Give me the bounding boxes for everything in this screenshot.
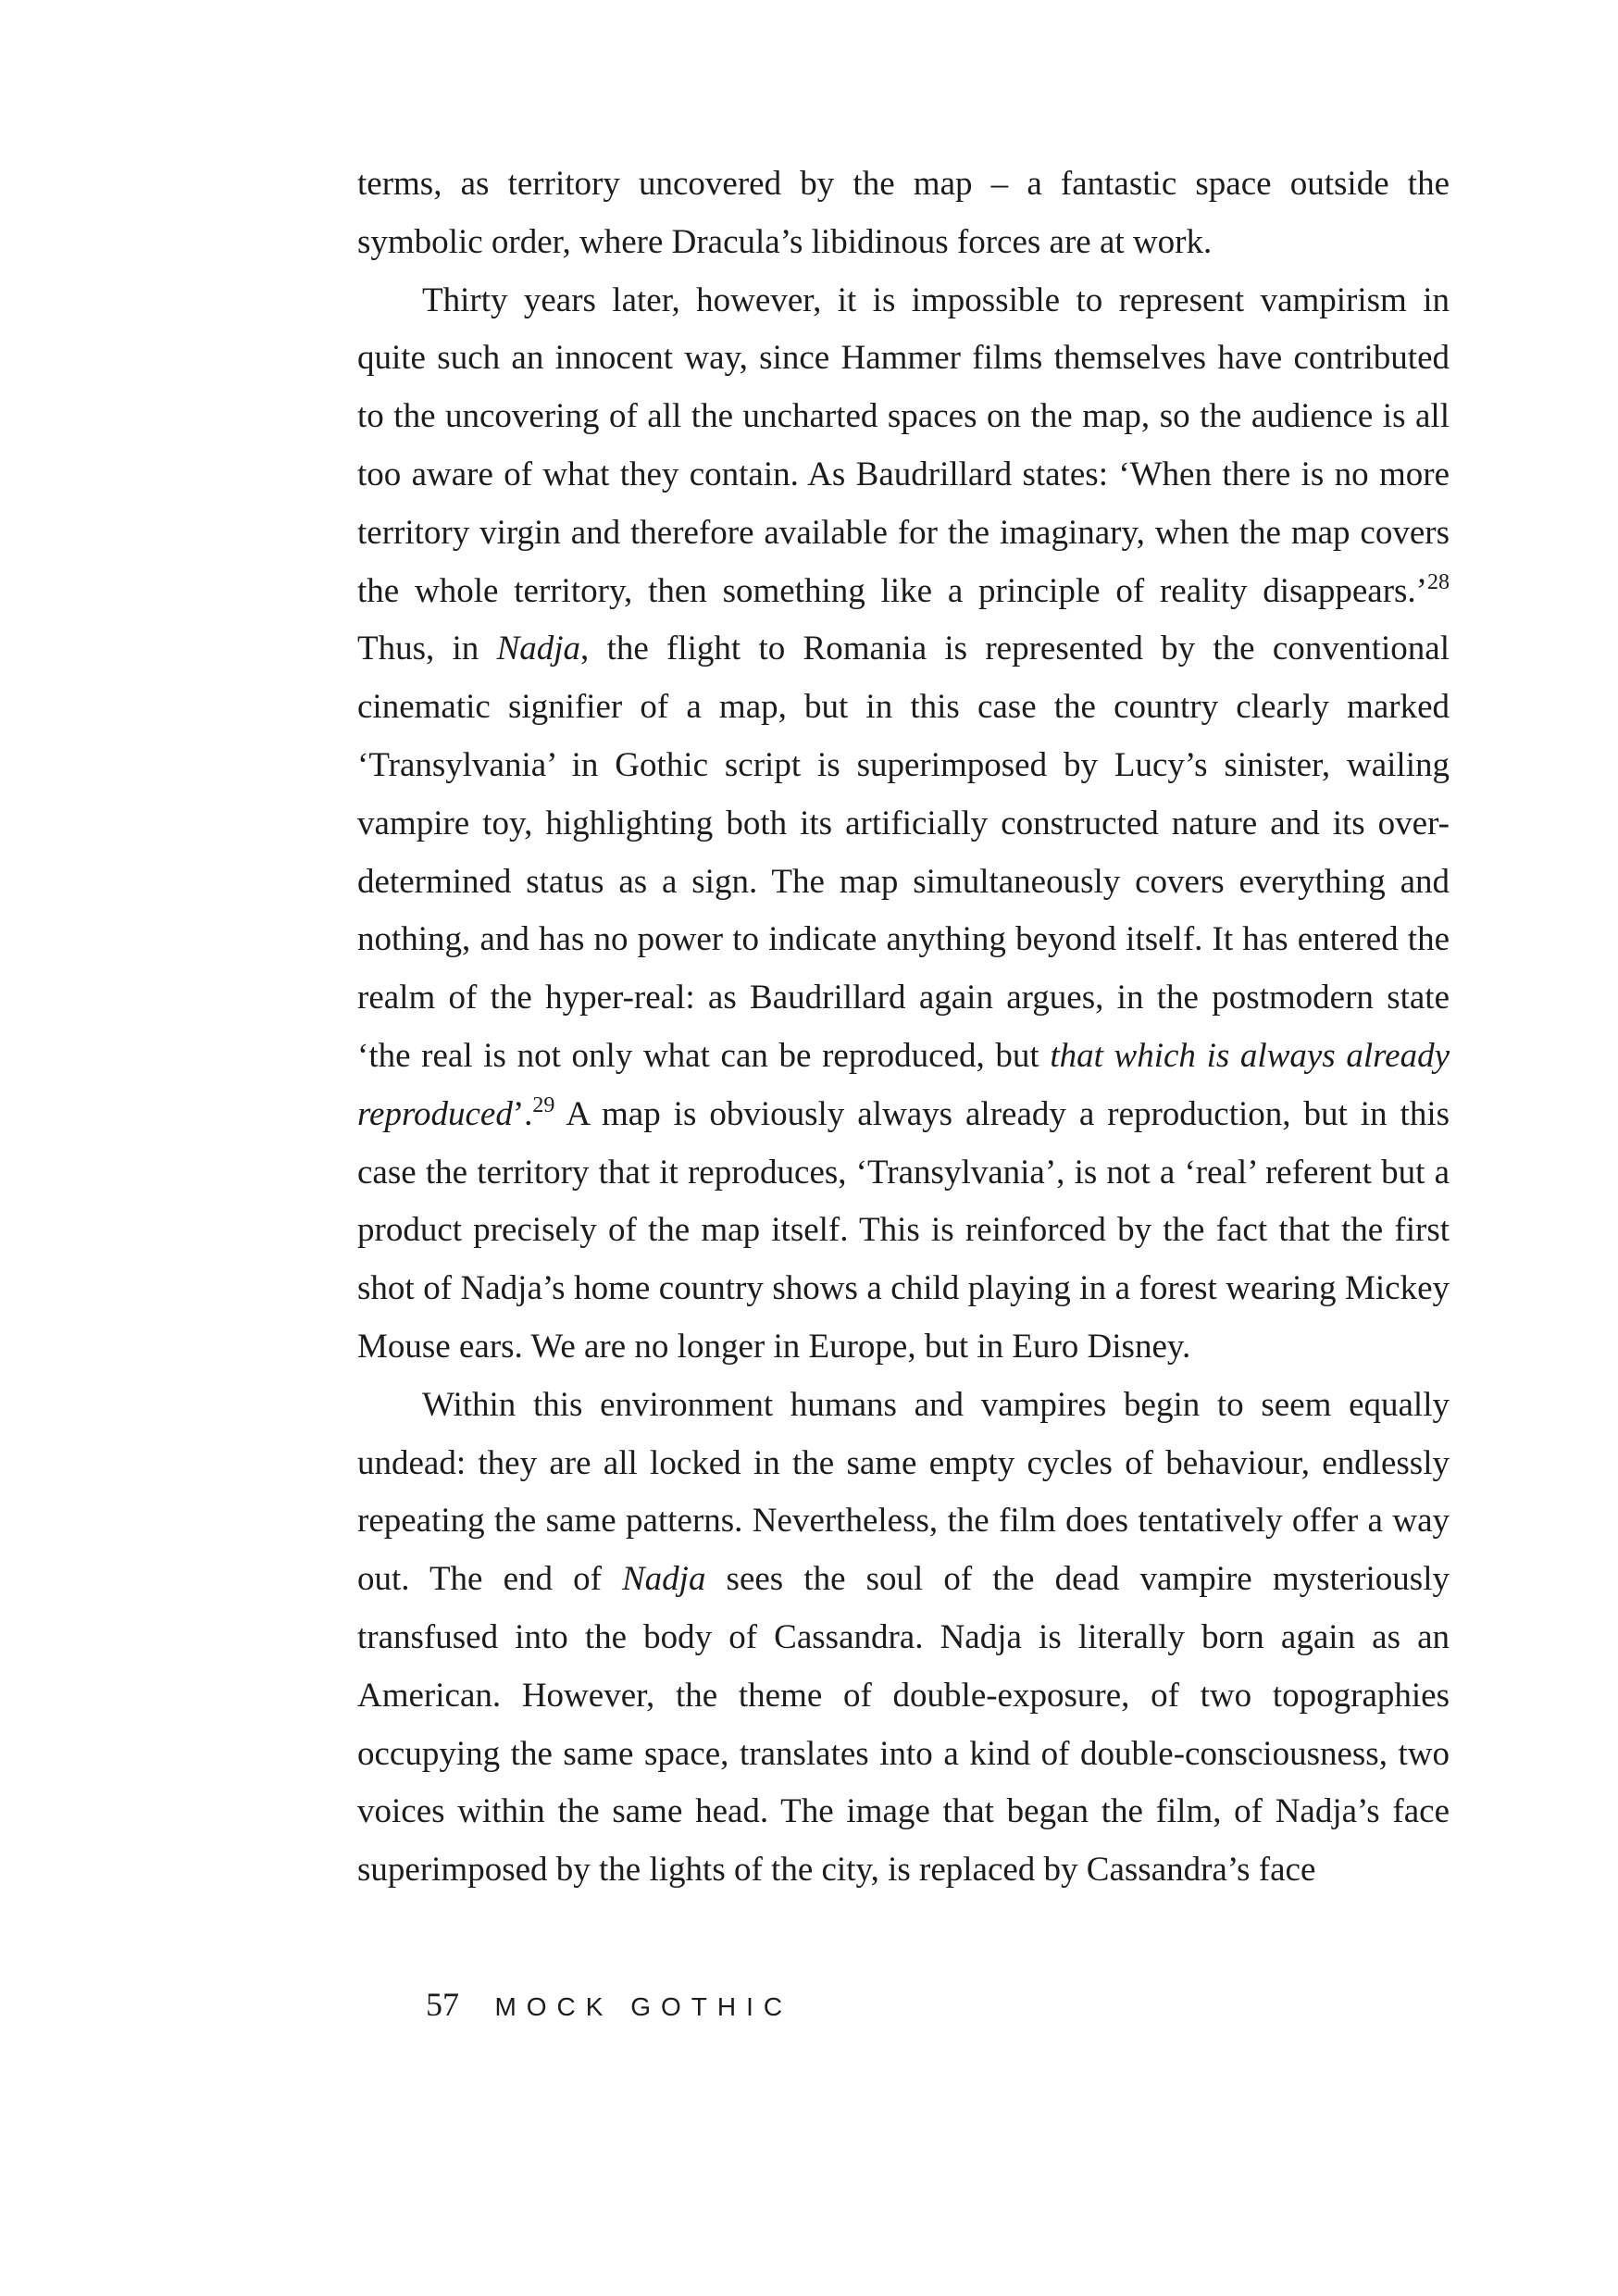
text-run: ’. <box>512 1094 533 1133</box>
italic-text: Nadja <box>622 1560 706 1599</box>
text-run: sees the soul of the dead vampire mysteriously transfused into the body of Cassandra. Nadja is literally born again as an American. However, the theme of double-exposure, of two topographies occupying the same space, translates into a kind of double-consciousness, two voices within the same head. The image that began the film, of Nadja’s face superimposed by the lights of the city, is replaced by Cassandra’s face <box>357 1560 1450 1890</box>
paragraph <box>357 1377 1450 1900</box>
paragraph <box>357 272 1450 1377</box>
page-footer <box>426 1985 792 2024</box>
body-text <box>357 156 1450 1900</box>
footnote-marker: 28 <box>1427 569 1450 594</box>
text-run: Within this environment humans and vampires begin to seem equally undead: they are all locked in the same empty cycles of behaviour, endlessly repeating the same patterns. Nevertheless, the film does tentatively offer a way out. The end of <box>357 1385 1450 1599</box>
italic-text: that which is always already reproduced <box>357 1036 1450 1133</box>
text-run: Thirty years later, however, it is impossible to represent vampirism in quite such an innocent way, since Hammer films themselves have contributed to the uncovering of all the uncharted spaces on the map, so the audience is all too aware of what they contain. As Baudrillard states: ‘When there is no more territory virgin and therefore available for the imaginary, when the map covers the whole territory, then something like a principle of reality disappears.’ <box>357 281 1450 610</box>
page-number: 57 <box>426 1986 459 2023</box>
italic-text: Nadja <box>496 630 581 668</box>
text-run: terms, as territory uncovered by the map – a fantastic space outside the symbolic order, where Dracula’s libidinous forces are at work. <box>357 165 1450 261</box>
running-head: MOCK GOTHIC <box>494 1992 793 2021</box>
paragraph <box>357 156 1450 272</box>
text-run: Thus, in <box>357 630 497 668</box>
text-run: A map is obviously always already a reproduction, but in this case the territory that it reproduces, ‘Transylvania’, is not a ‘real’ referent but a product precisely of the map itself. This is reinforced by the fact that the first shot of Nadja’s home country shows a child playing in a forest wearing Mickey Mouse ears. We are no longer in Europe, but in Euro Disney. <box>357 1094 1450 1366</box>
footnote-marker: 29 <box>532 1092 555 1117</box>
text-run: , the flight to Romania is represented by the conventional cinematic signifier of a map, but in this case the country clearly marked ‘Transylvania’ in Gothic script is superimposed by Lucy’s sinister, wailing vampire toy, highlighting both its artificially constructed nature and its over-determined status as a sign. The map simultaneously covers everything and nothing, and has no power to indicate anything beyond itself. It has entered the realm of the hyper-real: as Baudrillard again argues, in the postmodern state ‘the real is not only what can be reproduced, but <box>357 630 1450 1075</box>
